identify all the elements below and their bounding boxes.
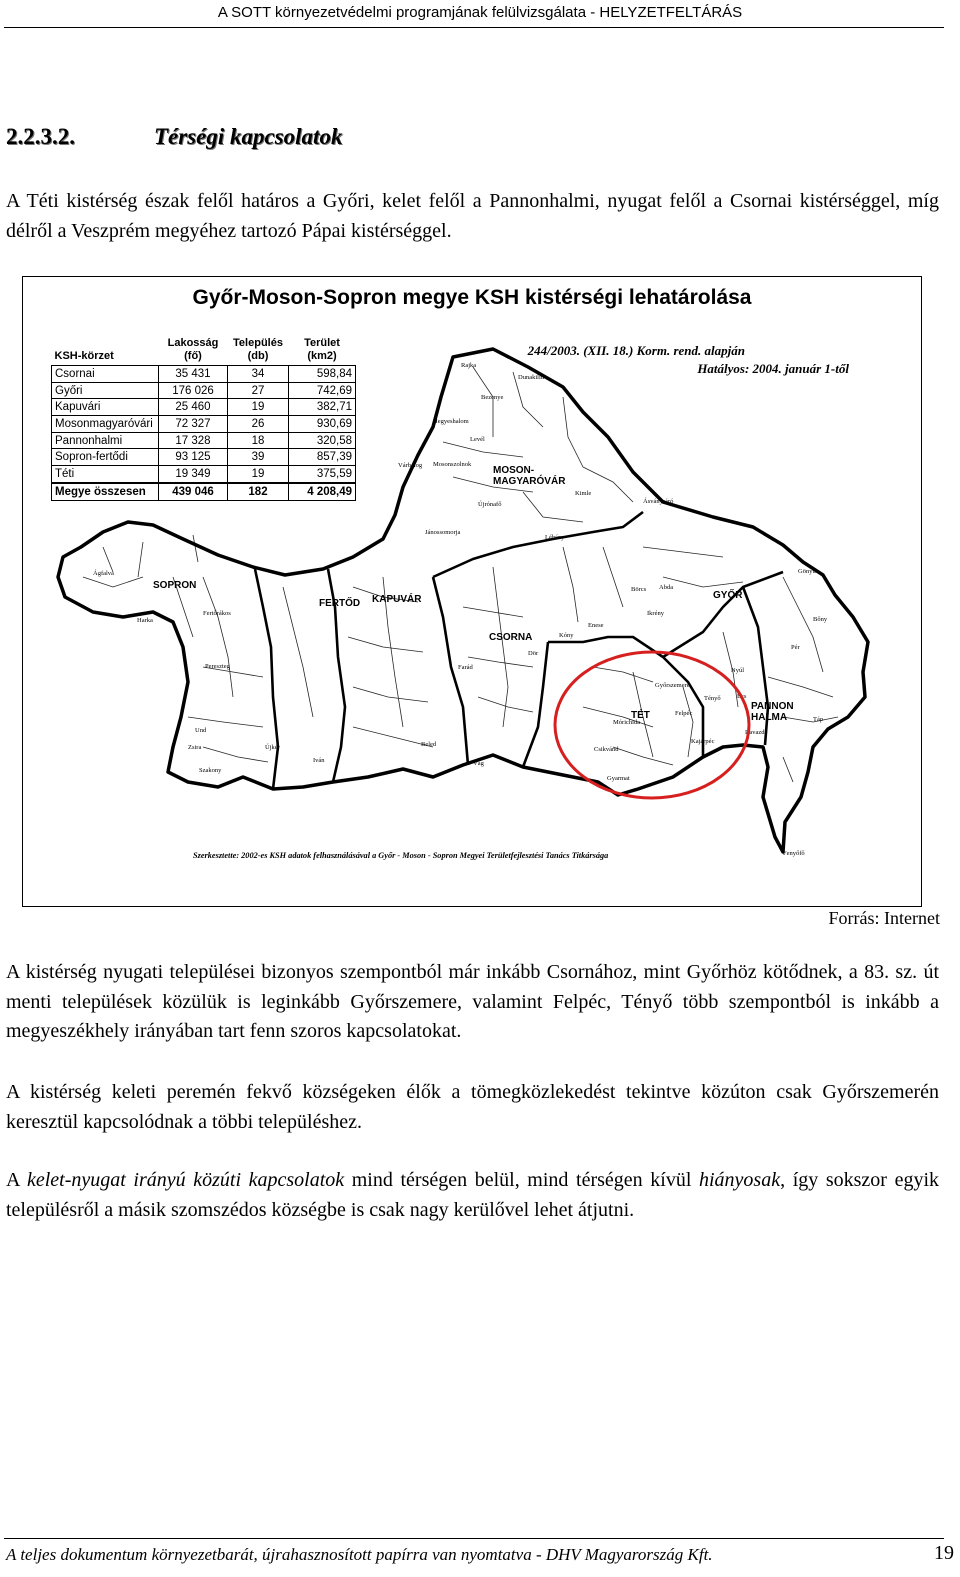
settlement-label: Kimle (575, 490, 592, 497)
settlement-label: Jánossomorja (425, 529, 461, 536)
table-header-region: KSH-körzet (54, 350, 114, 362)
paragraph-1: A Téti kistérség észak felől határos a Győri, kelet felől a Pannonhalmi, nyugat felől a Csornai kistérséggel, míg délről a Veszprém megyéhez tartozó Pápai kistérséggel. (6, 190, 939, 242)
footer-rule (4, 1538, 944, 1539)
settlement-label: Zsira (188, 744, 202, 751)
settlement-label: Hegyeshalom (433, 418, 469, 425)
settlement-label: Bőny (813, 616, 828, 623)
region-moson-1: MOSON- (493, 465, 535, 476)
region-fertod: FERTŐD (319, 598, 361, 609)
settlement-label: Várbalog (398, 462, 423, 469)
settlement-label: Újrónafő (478, 501, 502, 508)
settlement-label: Écs (737, 693, 747, 700)
emphasis-road-connections: kelet-nyugat irányú közúti kapcsolatok (26, 1169, 345, 1191)
table-row: Sopron-fertődi 93 125 39 857,39 (52, 449, 356, 466)
figure-source: Forrás: Internet (828, 908, 940, 928)
page-number: 19 (934, 1542, 954, 1564)
settlement-label: Fertőrákos (203, 610, 231, 617)
settlement-label: Nyúl (731, 667, 744, 674)
header-rule (4, 27, 944, 28)
settlement-label: Dunakiliti (518, 374, 545, 381)
settlement-label: Pereszteg (205, 663, 230, 670)
settlement-label: Iván (313, 757, 325, 764)
table-row: Mosonmagyaróvári 72 327 26 930,69 (52, 416, 356, 433)
settlement-label: Vág (473, 760, 484, 767)
settlement-label: Csikvánd (594, 746, 619, 753)
paragraph-2: A kistérség nyugati települései bizonyos szempontból már inkább Csornához, mint Győrhöz kötődnek, a 83. sz. út menti települések közülük is leginkább Győrszemere, valamint Felpéc, Tényő több szempontból is inkább a megyeszékhely irányában tart fenn szoros kapcsolatokat. (6, 961, 939, 1042)
settlement-label: Enese (588, 622, 604, 629)
section-title: Térségi kapcsolatok (154, 124, 343, 149)
settlement-label: Ásványráró (643, 498, 674, 505)
region-sopron: SOPRON (153, 580, 197, 591)
table-row: Csornai 35 431 34 598,84 (52, 366, 356, 383)
section-number: 2.2.3.2. (6, 124, 75, 149)
decree-line-1: 244/2003. (XII. 18.) Korm. rend. alapján (527, 343, 745, 358)
settlement-label: Újkér (265, 744, 280, 751)
settlement-label: Ravazd (745, 729, 765, 736)
emphasis-deficient: hiányosak (699, 1169, 781, 1191)
running-header: A SOTT környezetvédelmi programjának felülvizsgálata - HELYZETFELTÁRÁS (217, 4, 743, 21)
region-pannon-2: HALMA (751, 712, 788, 723)
region-csorna: CSORNA (489, 632, 533, 643)
map-figure (22, 276, 922, 907)
footer-text: A teljes dokumentum környezetbarát, újrahasznosított papírra van nyomtatva - DHV Magyarország Kft. (6, 1545, 713, 1564)
settlement-label: Abda (659, 584, 674, 591)
map-title: Győr-Moson-Sopron megye KSH kistérségi lehatárolása (192, 286, 752, 309)
region-pannon-1: PANNON (751, 701, 794, 712)
decree-line-2: Hatályos: 2004. január 1-től (697, 361, 849, 376)
settlement-label: Fenyőfő (783, 850, 805, 857)
ksh-data-table (51, 337, 356, 501)
settlement-label: Kóny (559, 632, 574, 639)
settlement-label: Dör (528, 650, 539, 657)
region-gyor: GYŐR (713, 590, 743, 601)
table-row: Győri 176 026 27 742,69 (52, 382, 356, 399)
table-row: Kapuvári 25 460 19 382,71 (52, 399, 356, 416)
table-header-population: Lakosság (fő) (167, 337, 219, 362)
map-credit: Szerkesztette: 2002-es KSH adatok felhasználásával a Győr - Moson - Sopron Megyei Területfejlesztési Tanács Titkársága (193, 851, 609, 860)
settlement-label: Gyarmat (607, 775, 630, 782)
section-heading (6, 124, 342, 150)
paragraph-4: A kelet-nyugat irányú közúti kapcsolatok mind térségen belül, mind térségen kívül hiányosak, így sokszor egyik településről a másik szomszédos községbe is csak nagy kerülővel lehet átjutni. (6, 1169, 940, 1221)
settlement-label: Lébény (545, 534, 565, 541)
settlement-label: Felpéc (675, 710, 693, 717)
settlement-label: Bezenye (481, 394, 504, 401)
settlement-label: Harka (137, 617, 153, 624)
settlement-label: Pér (791, 644, 800, 651)
settlement-label: Ikrény (647, 610, 664, 617)
settlement-label: Rajka (461, 362, 477, 369)
settlement-label: Győrszemere (655, 682, 690, 689)
settlement-label: Szakony (199, 767, 222, 774)
region-kapuvar: KAPUVÁR (372, 594, 422, 605)
region-tet: TÉT (631, 710, 650, 721)
table-header-settlements: Település (db) (233, 337, 283, 362)
table-row: Téti 19 349 19 375,59 (52, 466, 356, 483)
table-total-row: Megye összesen 439 046 182 4 208,49 (52, 483, 356, 500)
settlement-label: Und (195, 727, 207, 734)
settlement-label: Tényő (704, 695, 721, 702)
settlement-label: Levél (470, 436, 485, 443)
settlement-label: Mosonszolnok (433, 461, 472, 468)
paragraph-3: A kistérség keleti peremén fekvő községeken élők a tömegközlekedést tekintve közúton csak Győrszemerén keresztül kapcsolódnak a többi településhez. (6, 1081, 939, 1133)
settlement-label: Ágfalva (93, 570, 114, 577)
table-header-area: Terület (km2) (304, 337, 340, 362)
settlement-label: Börcs (631, 586, 647, 593)
settlement-label: Táp (813, 716, 824, 723)
settlement-label: Gönyű (798, 568, 816, 575)
table-row: Pannonhalmi 17 328 18 320,58 (52, 432, 356, 449)
settlement-label: Farád (458, 664, 473, 671)
settlement-label: Beled (421, 741, 437, 748)
settlement-label: Mórichida (613, 719, 641, 726)
region-moson-2: MAGYARÓVÁR (493, 476, 566, 487)
settlement-label: Kajárpéc (691, 738, 715, 745)
